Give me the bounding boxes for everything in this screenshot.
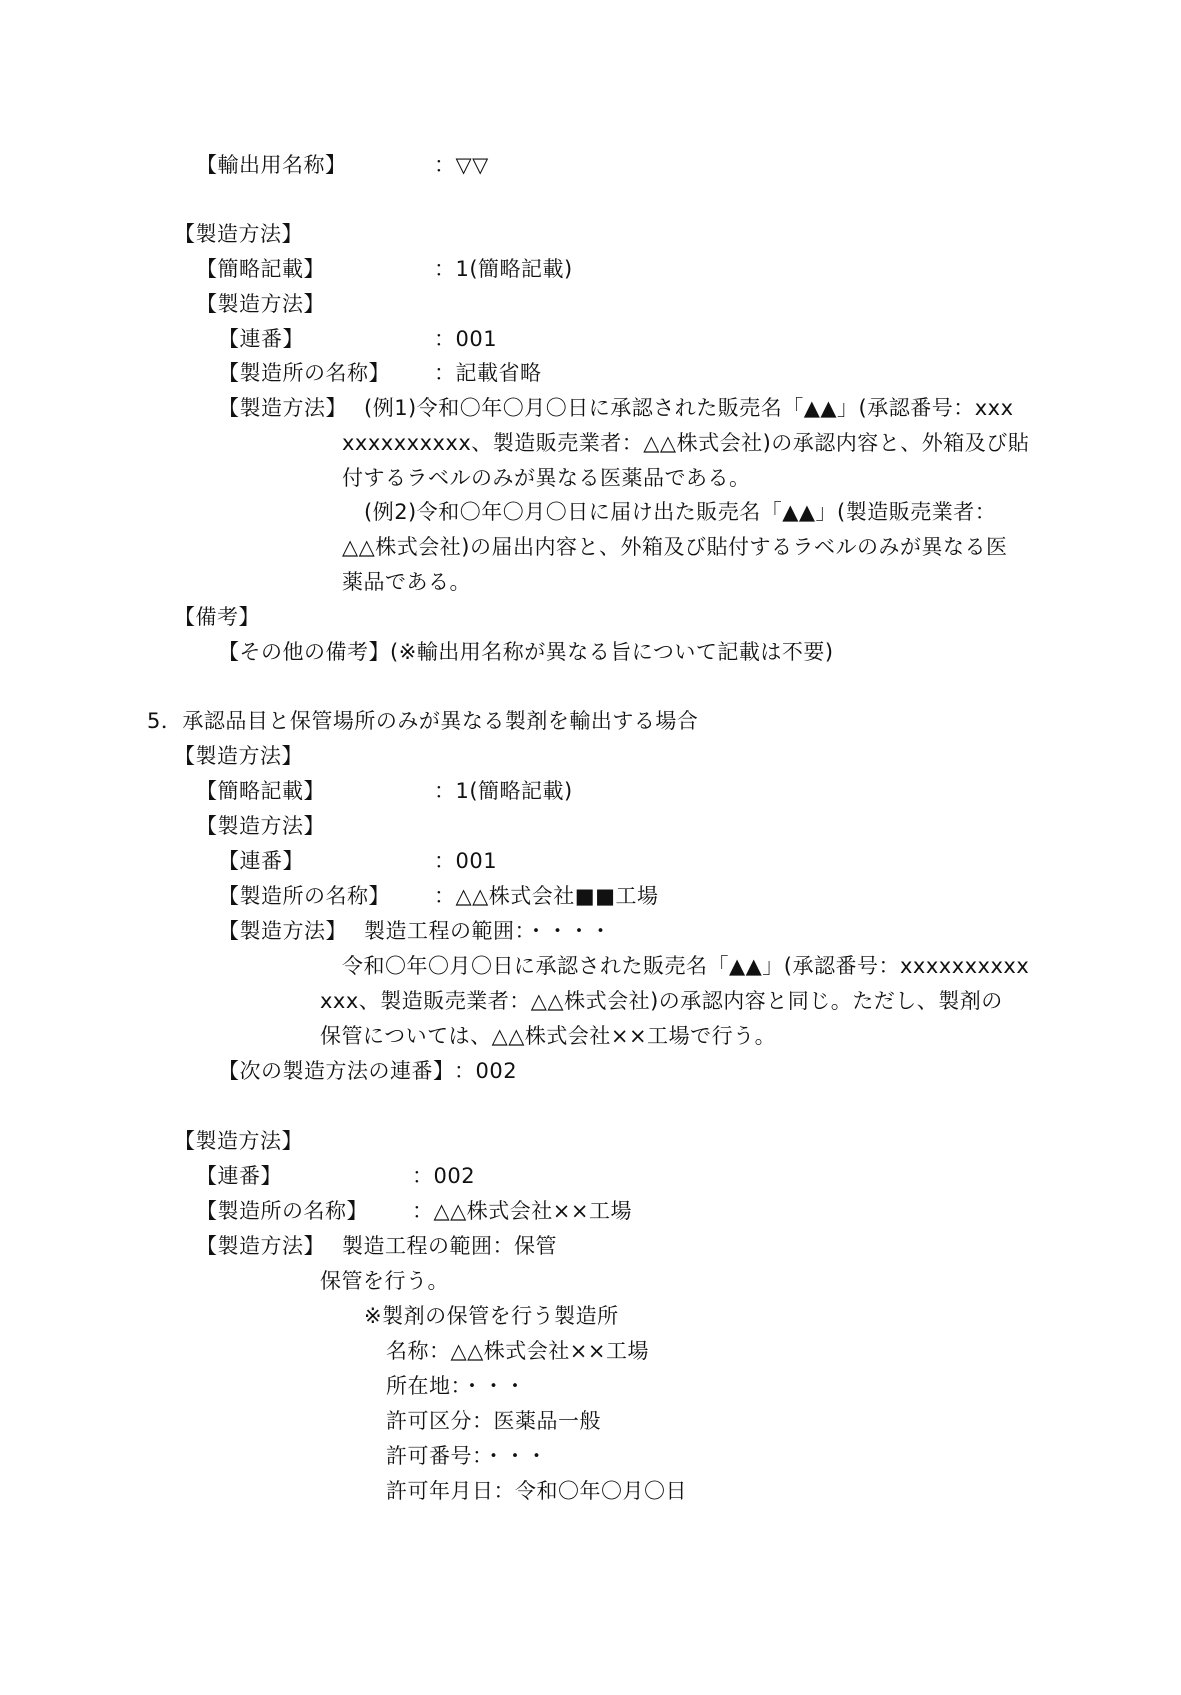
section-5-site-value: ：△△株式会社■■工場 (434, 884, 659, 908)
section-5-serial-label: 【連番】 (218, 849, 304, 873)
section-b-license-date: 許可年月日：令和〇年〇月〇日 (386, 1479, 687, 1503)
section-b-method-range: 製造工程の範囲：保管 (342, 1234, 557, 1258)
section-a-method-label: 【製造方法】 (218, 396, 347, 420)
section-a-method-line-3: 付するラベルのみが異なる医薬品である。 (342, 466, 751, 490)
section-a-method-heading: 【製造方法】 (196, 292, 325, 316)
section-a-site-value: ：記載省略 (434, 361, 542, 385)
section-5-next-value: ：002 (454, 1059, 518, 1083)
section-a-summary-label: 【簡略記載】 (196, 257, 325, 281)
section-b-heading: 【製造方法】 (174, 1129, 303, 1153)
section-a-method-line-4: (例2)令和〇年〇月〇日に届け出た販売名「▲▲」(製造販売業者： (364, 500, 997, 524)
section-a-serial-label: 【連番】 (218, 327, 304, 351)
section-b-license-number: 許可番号：・・・ (386, 1444, 548, 1468)
section-5-method-line-2: xxx、製造販売業者：△△株式会社)の承認内容と同じ。ただし、製剤の (320, 989, 1003, 1013)
section-5-serial-value: ：001 (434, 849, 498, 873)
section-a-summary-value: ：1(簡略記載) (434, 257, 573, 281)
section-b-address: 所在地：・・・ (386, 1374, 526, 1398)
remarks-other: 【その他の備考】(※輸出用名称が異なる旨について記載は不要) (218, 640, 834, 664)
section-b-site-value: ：△△株式会社××工場 (412, 1199, 632, 1223)
section-a-method-line-6: 薬品である。 (342, 570, 471, 594)
section-5-next-label: 【次の製造方法の連番】 (218, 1059, 455, 1083)
section-b-note-title: ※製剤の保管を行う製造所 (364, 1304, 619, 1328)
section-b-serial-value: ：002 (412, 1164, 476, 1188)
export-name-label: 【輸出用名称】 (196, 153, 347, 177)
section-a-serial-value: ：001 (434, 327, 498, 351)
section-5-summary-label: 【簡略記載】 (196, 779, 325, 803)
section-b-license-class: 許可区分：医薬品一般 (386, 1409, 601, 1433)
export-name-value: ：▽▽ (434, 153, 489, 177)
section-5-method-heading: 【製造方法】 (196, 814, 325, 838)
section-5-summary-value: ：1(簡略記載) (434, 779, 573, 803)
remarks-heading: 【備考】 (174, 605, 260, 629)
section-5-title: 5．承認品目と保管場所のみが異なる製剤を輸出する場合 (147, 709, 699, 733)
section-a-site-label: 【製造所の名称】 (218, 361, 390, 385)
section-5-method-label: 【製造方法】 (218, 919, 347, 943)
section-b-site-label: 【製造所の名称】 (196, 1199, 368, 1223)
section-5-method-line-1: 令和〇年〇月〇日に承認された販売名「▲▲」(承認番号：xxxxxxxxxx (342, 954, 1030, 978)
section-b-method-label: 【製造方法】 (196, 1234, 325, 1258)
section-a-method-line-5: △△株式会社)の届出内容と、外箱及び貼付するラベルのみが異なる医 (342, 535, 1008, 559)
section-5-method-line-3: 保管については、△△株式会社××工場で行う。 (320, 1024, 777, 1048)
section-a-method-line-2: xxxxxxxxxx、製造販売業者：△△株式会社)の承認内容と、外箱及び貼 (342, 431, 1030, 455)
section-a-heading: 【製造方法】 (174, 222, 303, 246)
section-5-heading: 【製造方法】 (174, 744, 303, 768)
section-b-line-1: 保管を行う。 (320, 1269, 449, 1293)
section-b-serial-label: 【連番】 (196, 1164, 282, 1188)
section-a-method-line-1: (例1)令和〇年〇月〇日に承認された販売名「▲▲」(承認番号：xxx (364, 396, 1014, 420)
section-5-site-label: 【製造所の名称】 (218, 884, 390, 908)
section-5-method-range: 製造工程の範囲：・・・・ (364, 919, 612, 943)
section-b-site-name: 名称：△△株式会社××工場 (386, 1339, 649, 1363)
